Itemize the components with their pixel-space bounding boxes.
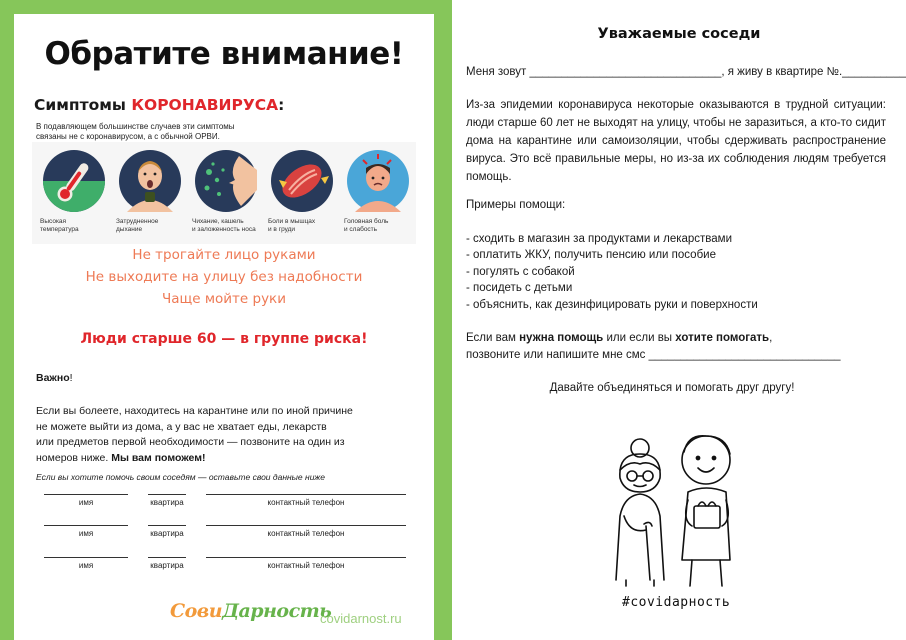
list-item: - объяснить, как дезинфицировать руки и поверхности: [466, 298, 758, 311]
contact-text: Если вам: [466, 332, 520, 344]
symptoms-heading-suffix: :: [278, 96, 285, 114]
symptom-caption-line2: и заложенность носа: [192, 226, 256, 233]
phone-field-label: контактный телефон: [267, 561, 345, 570]
symptom-caption-line1: Чихание, кашель: [192, 218, 244, 225]
logo-part1: Сови: [170, 600, 223, 622]
contact-text: ,: [769, 332, 773, 344]
name-field-label: имя: [78, 561, 94, 570]
neighbors-illustration: [590, 430, 760, 590]
symptoms-heading-highlight: КОРОНАВИРУСА: [131, 96, 279, 114]
examples-list: [466, 231, 758, 313]
phone-field-line[interactable]: [206, 525, 406, 526]
symptom-sneezing: [188, 150, 264, 234]
logo-part2: Дарность: [222, 600, 332, 622]
symptom-fever: [36, 150, 112, 234]
apartment-field-label: квартира: [150, 498, 184, 507]
symptom-caption-line2: и в груди: [268, 226, 296, 233]
symptoms-heading-prefix: Симптомы: [34, 96, 132, 114]
apartment-field-label: квартира: [150, 529, 184, 538]
list-item: - оплатить ЖКУ, получить пенсию или пособие: [466, 249, 716, 262]
list-item: - сходить в магазин за продуктами и лекарствами: [466, 233, 733, 245]
symptom-caption-line2: дыхание: [116, 226, 143, 233]
symptoms-note: В подавляющем большинстве случаев эти симптомы связаны не с коронавирусом, а с обычной ОРВИ.: [36, 122, 235, 141]
thermometer-icon: [43, 150, 105, 212]
flyer-title: Обратите внимание!: [44, 36, 404, 72]
symptom-caption-line1: Затрудненное: [116, 218, 159, 225]
paragraph-line: Если вы болеете, находитесь на карантине или по иной причине: [36, 405, 353, 417]
letter-paragraph: Из-за эпидемии коронавируса некоторые оказываются в трудной ситуации: люди старше 60 лет не выходят на улицу, чтобы не заразиться, а кто-то сидит дома на карантине или самоизоляции, чтобы сдерживать распространение вируса. Это всё правильные меры, но из-за их соблюдения людям требуется помощь.: [466, 99, 886, 183]
advice-line: Не выходите на улицу без надобности: [85, 269, 363, 285]
symptom-caption-line2: температура: [40, 226, 79, 233]
muscle-pain-icon: [271, 150, 333, 212]
symptom-caption-line1: Высокая: [40, 218, 67, 225]
name-field-label: имя: [78, 529, 94, 538]
closing-line: Давайте объединяться и помогать друг другу!: [549, 382, 795, 394]
list-item: - посидеть с детьми: [466, 282, 573, 295]
name-field-label: имя: [78, 498, 94, 507]
paragraph-bold: Мы вам поможем!: [111, 451, 206, 464]
name-field-line[interactable]: [44, 525, 128, 526]
apartment-field-line[interactable]: [148, 525, 186, 526]
contact-line: [466, 332, 772, 344]
apartment-field-label: квартира: [150, 561, 184, 570]
paragraph-line: не можете выйти из дома, а у вас не хватает еды, лекарств: [36, 420, 327, 433]
symptoms-icons-band: [32, 142, 416, 244]
phone-field-label: контактный телефон: [267, 498, 345, 507]
symptom-caption-line1: Боли в мышцах: [268, 218, 316, 225]
important-bold: Важно: [36, 372, 70, 384]
important-label: [36, 372, 73, 384]
symptom-caption-line1: Головная боль: [344, 218, 389, 225]
paragraph-line: [36, 451, 426, 467]
apartment-field-line[interactable]: [148, 494, 186, 495]
intro-line: Меня зовут ______________________________, я живу в квартире №.__________: [466, 66, 906, 78]
advice-line: Чаще мойте руки: [161, 291, 286, 307]
paragraph-text: номеров ниже.: [36, 451, 112, 464]
covidarnost-logo: [170, 600, 331, 622]
risk-warning: Люди старше 60 — в группе риска!: [80, 331, 368, 347]
symptoms-heading: [34, 96, 284, 114]
help-paragraph: [36, 404, 426, 466]
name-field-line[interactable]: [44, 557, 128, 558]
contact-bold: нужна помощь: [519, 332, 604, 344]
advice-line: Не трогайте лицо руками: [132, 247, 316, 263]
important-suffix: !: [69, 372, 73, 384]
covidarnost-hashtag: #covidарность: [622, 595, 731, 610]
symptom-caption-line2: и слабость: [344, 226, 378, 233]
symptom-headache: [340, 150, 416, 234]
letter-title: Уважаемые соседи: [597, 26, 761, 42]
phone-field-line[interactable]: [206, 557, 406, 558]
phone-field-label: контактный телефон: [267, 529, 345, 538]
breathing-icon: [119, 150, 181, 212]
contact-bold: хотите помогать: [675, 332, 770, 344]
flyer-page: [14, 14, 434, 640]
symptom-breathing: [112, 150, 188, 234]
website-link[interactable]: covidarnost.ru: [320, 611, 402, 626]
list-item: - погулять с собакой: [466, 265, 575, 278]
contact-text: или если вы: [603, 332, 676, 344]
paragraph-line: или предметов первой необходимости — позвоните на один из: [36, 436, 345, 448]
phone-field-line[interactable]: [206, 494, 406, 495]
helper-note: Если вы хотите помочь своим соседям — оставьте свои данные ниже: [36, 472, 325, 482]
examples-title: Примеры помощи:: [466, 199, 566, 211]
headache-icon: [347, 150, 409, 212]
apartment-field-line[interactable]: [148, 557, 186, 558]
sneezing-icon: [195, 150, 257, 212]
symptom-muscle-pain: [264, 150, 340, 234]
name-field-line[interactable]: [44, 494, 128, 495]
contact-line-2: позвоните или напишите мне смс ______________________________: [466, 349, 841, 361]
